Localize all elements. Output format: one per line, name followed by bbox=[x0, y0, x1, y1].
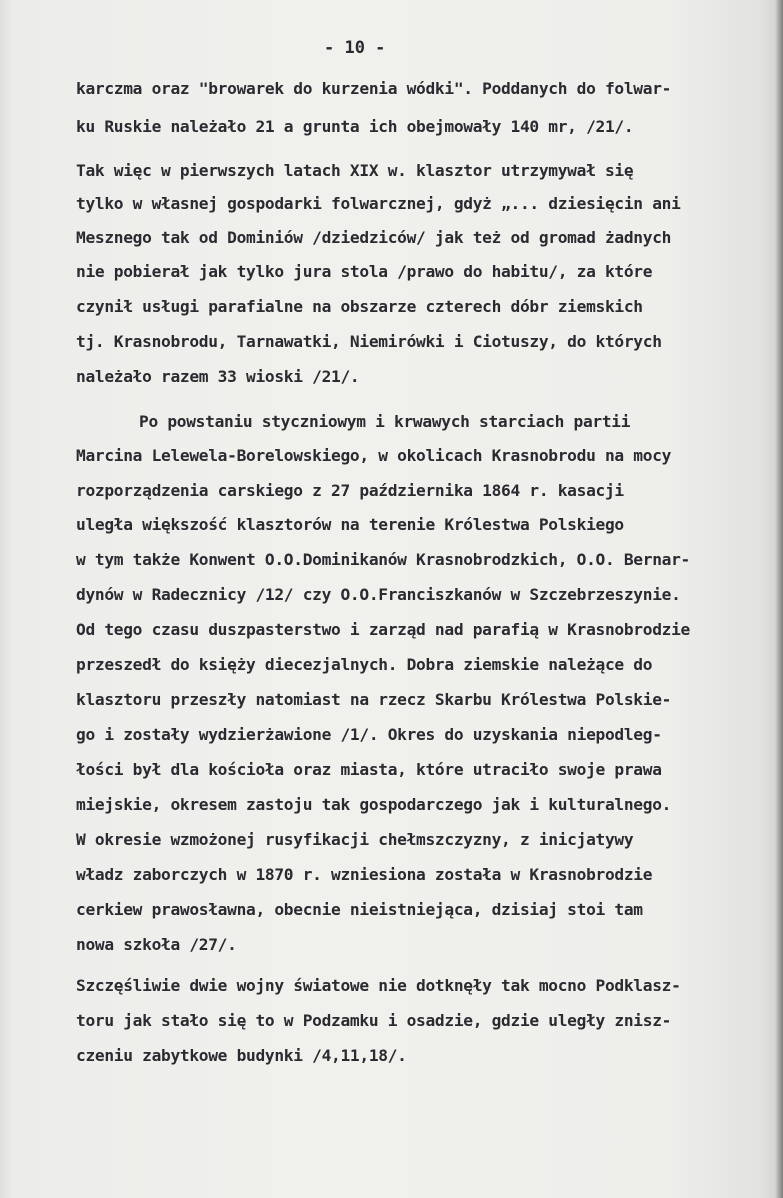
text-line: go i zostały wydzierżawione /1/. Okres do uzyskania niepodleg- bbox=[76, 725, 662, 744]
text-line: nowa szkoła /27/. bbox=[76, 935, 237, 954]
text-line: tylko w własnej gospodarki folwarcznej, gdyż „... dziesięcin ani bbox=[76, 194, 681, 213]
text-line: nie pobierał jak tylko jura stola /prawo do habitu/, za które bbox=[76, 262, 653, 281]
text-line: W okresie wzmożonej rusyfikacji chełmszczyzny, z inicjatywy bbox=[76, 830, 634, 849]
text-line: Marcina Lelewela-Borelowskiego, w okolicach Krasnobrodu na mocy bbox=[76, 446, 672, 465]
text-line: uległa większość klasztorów na terenie Królestwa Polskiego bbox=[76, 515, 624, 534]
text-line: przeszedł do księży diecezjalnych. Dobra ziemskie należące do bbox=[76, 655, 653, 674]
text-line: łości był dla kościoła oraz miasta, które utraciło swoje prawa bbox=[76, 760, 662, 779]
text-line: Od tego czasu duszpasterstwo i zarząd nad parafią w Krasnobrodzie bbox=[76, 620, 690, 639]
text-line: rozporządzenia carskiego z 27 października 1864 r. kasacji bbox=[76, 481, 624, 500]
page-number: - 10 - bbox=[324, 38, 386, 58]
text-line: miejskie, okresem zastoju tak gospodarczego jak i kulturalnego. bbox=[76, 795, 672, 814]
text-line: Po powstaniu styczniowym i krwawych starciach partii bbox=[139, 412, 631, 431]
text-line: Szczęśliwie dwie wojny światowe nie dotknęły tak mocno Podklasz- bbox=[76, 976, 681, 995]
text-line: tj. Krasnobrodu, Tarnawatki, Niemirówki i Ciotuszy, do których bbox=[76, 332, 662, 351]
text-line: Tak więc w pierwszych latach XIX w. klasztor utrzymywał się bbox=[76, 161, 634, 180]
text-line: karczma oraz "browarek do kurzenia wódki". Poddanych do folwar- bbox=[76, 79, 672, 98]
text-line: ku Ruskie należało 21 a grunta ich obejmowały 140 mr, /21/. bbox=[76, 117, 634, 136]
text-line: władz zaborczych w 1870 r. wzniesiona została w Krasnobrodzie bbox=[76, 865, 653, 884]
text-line: Mesznego tak od Dominiów /dziedziców/ jak też od gromad żadnych bbox=[76, 228, 672, 247]
text-line: toru jak stało się to w Podzamku i osadzie, gdzie uległy znisz- bbox=[76, 1011, 672, 1030]
text-line: w tym także Konwent O.O.Dominikanów Krasnobrodzkich, O.O. Bernar- bbox=[76, 550, 690, 569]
text-line: czeniu zabytkowe budynki /4,11,18/. bbox=[76, 1046, 407, 1065]
text-line: dynów w Radecznicy /12/ czy O.O.Franciszkanów w Szczebrzeszynie. bbox=[76, 585, 681, 604]
text-line: cerkiew prawosławna, obecnie nieistniejąca, dzisiaj stoi tam bbox=[76, 900, 643, 919]
text-line: należało razem 33 wioski /21/. bbox=[76, 367, 360, 386]
text-line: czynił usługi parafialne na obszarze czterech dóbr ziemskich bbox=[76, 297, 643, 316]
page-edge-shadow bbox=[775, 0, 783, 1198]
text-line: klasztoru przeszły natomiast na rzecz Skarbu Królestwa Polskie- bbox=[76, 690, 672, 709]
